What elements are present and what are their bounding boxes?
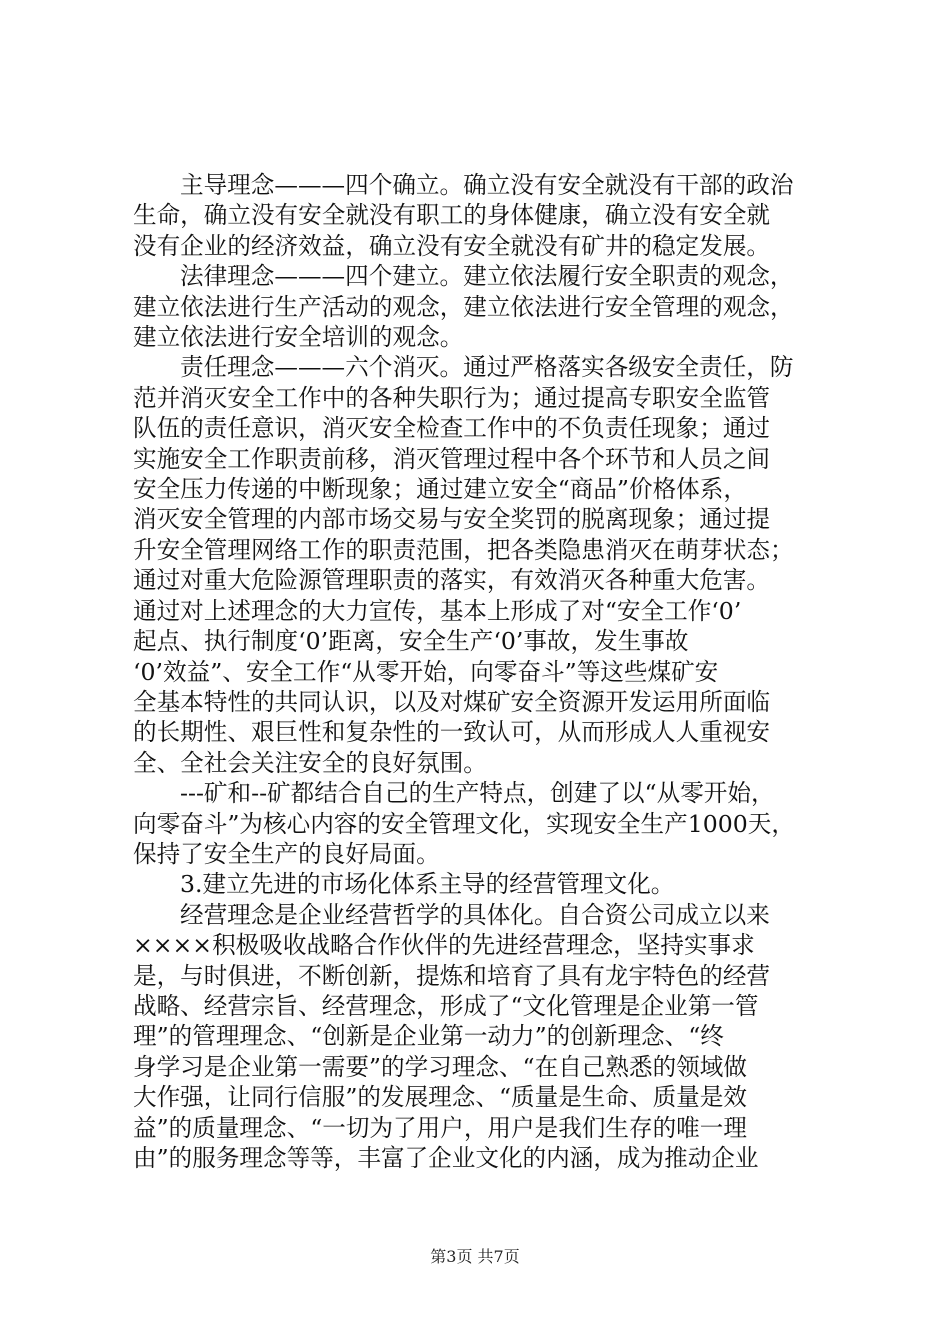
text-line: 大作强，让同行信服”的发展理念、“质量是生命、质量是效 <box>133 1083 747 1112</box>
text-line: 责任理念———六个消灭。通过严格落实各级安全责任，防 <box>180 353 794 382</box>
text-line: 建立依法进行安全培训的观念。 <box>133 323 464 352</box>
text-line: 的长期性、艰巨性和复杂性的一致认可，从而形成人人重视安 <box>133 718 771 747</box>
page-footer: 第3页 共7页 <box>430 1247 520 1266</box>
text-line: 3.建立先进的市场化体系主导的经营管理文化。 <box>180 870 675 899</box>
text-line: 实施安全工作职责前移，消灭管理过程中各个环节和人员之间 <box>133 444 771 473</box>
text-line: 主导理念———四个确立。确立没有安全就没有干部的政治 <box>180 171 794 199</box>
text-line: 通过对重大危险源管理职责的落实，有效消灭各种重大危害。 <box>133 566 771 595</box>
text-line: 生命，确立没有安全就没有职工的身体健康，确立没有安全就 <box>133 201 771 230</box>
text-line: ---矿和--矿都结合自己的生产特点，创建了以“从零开始， <box>180 779 775 808</box>
text-line: 队伍的责任意识，消灭安全检查工作中的不负责任现象；通过 <box>133 414 771 443</box>
text-line: 保持了安全生产的良好局面。 <box>133 839 440 868</box>
text-line: 经营理念是企业经营哲学的具体化。自合资公司成立以来 <box>180 900 770 929</box>
text-line: ‘0’效益”、安全工作“从零开始，向零奋斗”等这些煤矿安 <box>133 657 719 686</box>
text-line: 法律理念———四个建立。建立依法履行安全职责的观念， <box>180 262 794 291</box>
text-line: 起点、执行制度‘0’距离，安全生产‘0’事故，发生事故 <box>133 627 689 656</box>
text-line: 全、全社会关注安全的良好氛围。 <box>133 748 487 777</box>
text-line: 向零奋斗”为核心内容的安全管理文化，实现安全生产1000天， <box>133 809 795 838</box>
document-body <box>133 170 823 1173</box>
text-line: 没有企业的经济效益，确立没有安全就没有矿井的稳定发展。 <box>133 231 771 260</box>
text-line: ××××积极吸收战略合作伙伴的先进经营理念，坚持实事求 <box>133 931 755 960</box>
text-line: 安全压力传递的中断现象；通过建立安全“商品”价格体系， <box>133 475 747 504</box>
text-line: 是，与时俱进，不断创新，提炼和培育了具有龙宇特色的经营 <box>133 961 771 990</box>
text-line: 战略、经营宗旨、经营理念，形成了“文化管理是企业第一管 <box>133 991 759 1020</box>
text-line: 升安全管理网络工作的职责范围，把各类隐患消灭在萌芽状态； <box>133 535 794 564</box>
text-line: 通过对上述理念的大力宣传，基本上形成了对“安全工作‘0’ <box>133 596 742 625</box>
text-line: 身学习是企业第一需要”的学习理念、“在自己熟悉的领域做 <box>133 1052 747 1081</box>
text-line: 范并消灭安全工作中的各种失职行为；通过提高专职安全监管 <box>133 383 771 412</box>
text-line: 理”的管理理念、“创新是企业第一动力”的创新理念、“终 <box>133 1022 724 1051</box>
text-line: 消灭安全管理的内部市场交易与安全奖罚的脱离现象；通过提 <box>133 505 771 534</box>
text-line: 全基本特性的共同认识，以及对煤矿安全资源开发运用所面临 <box>133 687 771 716</box>
text-line: 由”的服务理念等等，丰富了企业文化的内涵，成为推动企业 <box>133 1144 759 1172</box>
text-line: 益”的质量理念、“一切为了用户，用户是我们生存的唯一理 <box>133 1113 747 1142</box>
text-line: 建立依法进行生产活动的观念，建立依法进行安全管理的观念， <box>133 292 794 321</box>
